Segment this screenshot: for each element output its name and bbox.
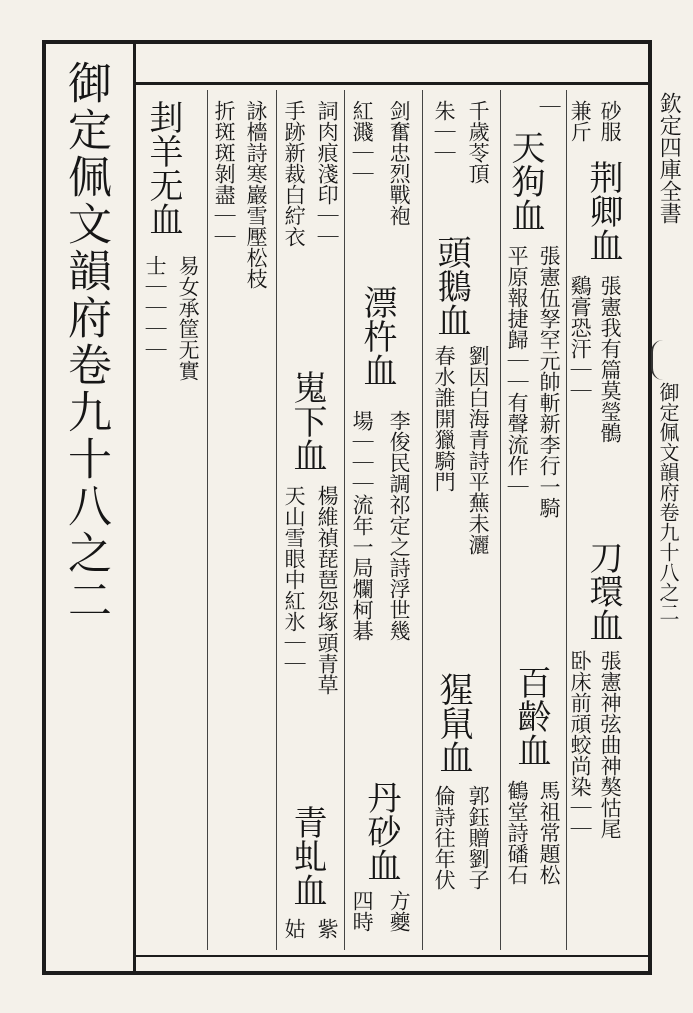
entry-head: 刀環血 [583,540,623,642]
column-rule [566,90,567,950]
bottom-rule [136,955,652,957]
text-column: 平原報捷歸｜｜有聲流作｜ [505,245,530,497]
text-column: 鶴堂詩磻石 [505,780,530,885]
entry-head: 猩䑕血 [433,672,473,774]
column-rule [207,90,208,950]
text-column: 剑奮忠烈戰袍 [387,100,412,226]
text-column: 砂服 [598,100,623,142]
text-column: 天山雪眼中紅氷｜｜ [282,485,307,674]
text-column: 卧床前頑蛟尚染｜｜ [568,650,593,839]
text-column: 鷄膏恐汗｜｜ [568,275,593,401]
text-column: 紅濺｜｜ [350,100,375,184]
page-brace [651,340,677,380]
text-column: 易女承筐无實 [176,255,201,381]
entry-head: 青虬血 [287,805,327,907]
text-column: 詞肉痕淺印｜｜ [315,100,340,247]
text-column: 李俊民調祁定之詩浮世幾 [387,410,412,641]
entry-head: 漂杵血 [357,285,397,387]
running-head: 欽定四庫全書 [656,92,682,224]
running-title: 御定佩文韻府卷九十八之二 [656,382,680,622]
text-column: 春水誰開獵騎門 [432,345,457,492]
text-column: 張憲神弦曲神獒怙尾 [598,650,623,839]
text-column: 折斑斑剝盡｜｜ [212,100,237,247]
text-column: 張憲伍孥罕元帥斬新李行一騎 [537,245,562,518]
text-column: 劉因白海青詩平蕪未灑 [466,345,491,555]
entry-head: 丹砂血 [361,780,401,882]
text-column: 紫 [315,918,340,939]
column-rule [422,90,423,950]
column-rule [500,90,501,950]
entry-head: 天狗血 [505,130,545,232]
frame-tab [136,82,652,92]
text-column: 兼斤 [568,100,593,142]
text-column: 手跡新裁白紵衣 [282,100,307,247]
text-column: 馬祖常題松 [537,780,562,885]
text-column: 四時 [350,890,375,932]
text-column: 場｜｜｜流年一局爛柯碁 [350,410,375,641]
text-column: 千歲苓頂 [466,100,491,184]
entry-head: 荆卿血 [583,160,623,262]
volume-title: 御定佩文韻府卷九十八之二 [60,60,111,624]
column-rule [276,90,277,950]
entry-head: 頭鵝血 [431,235,471,337]
text-column: 張憲我有篇莫瑩鶻 [598,275,623,443]
text-column: 詠檣詩寒巖雪壓松枝 [244,100,269,289]
text-column: 朱｜｜ [432,100,457,163]
text-column: 方夔 [387,890,412,932]
column-rule [344,90,345,950]
text-column: 士｜｜｜｜ [143,255,168,360]
text-column: 楊維禎琵琶怨塚頭青草 [315,485,340,695]
text-column: ｜ [537,96,562,117]
text-column: 姑 [282,918,307,939]
entry-head: 刲羊无血 [143,100,183,236]
entry-head: 百齡血 [511,665,551,767]
text-column: 倫詩往年伏 [432,785,457,890]
entry-head: 嵬下血 [287,370,327,472]
text-column: 郭鈺贈劉子 [466,785,491,890]
